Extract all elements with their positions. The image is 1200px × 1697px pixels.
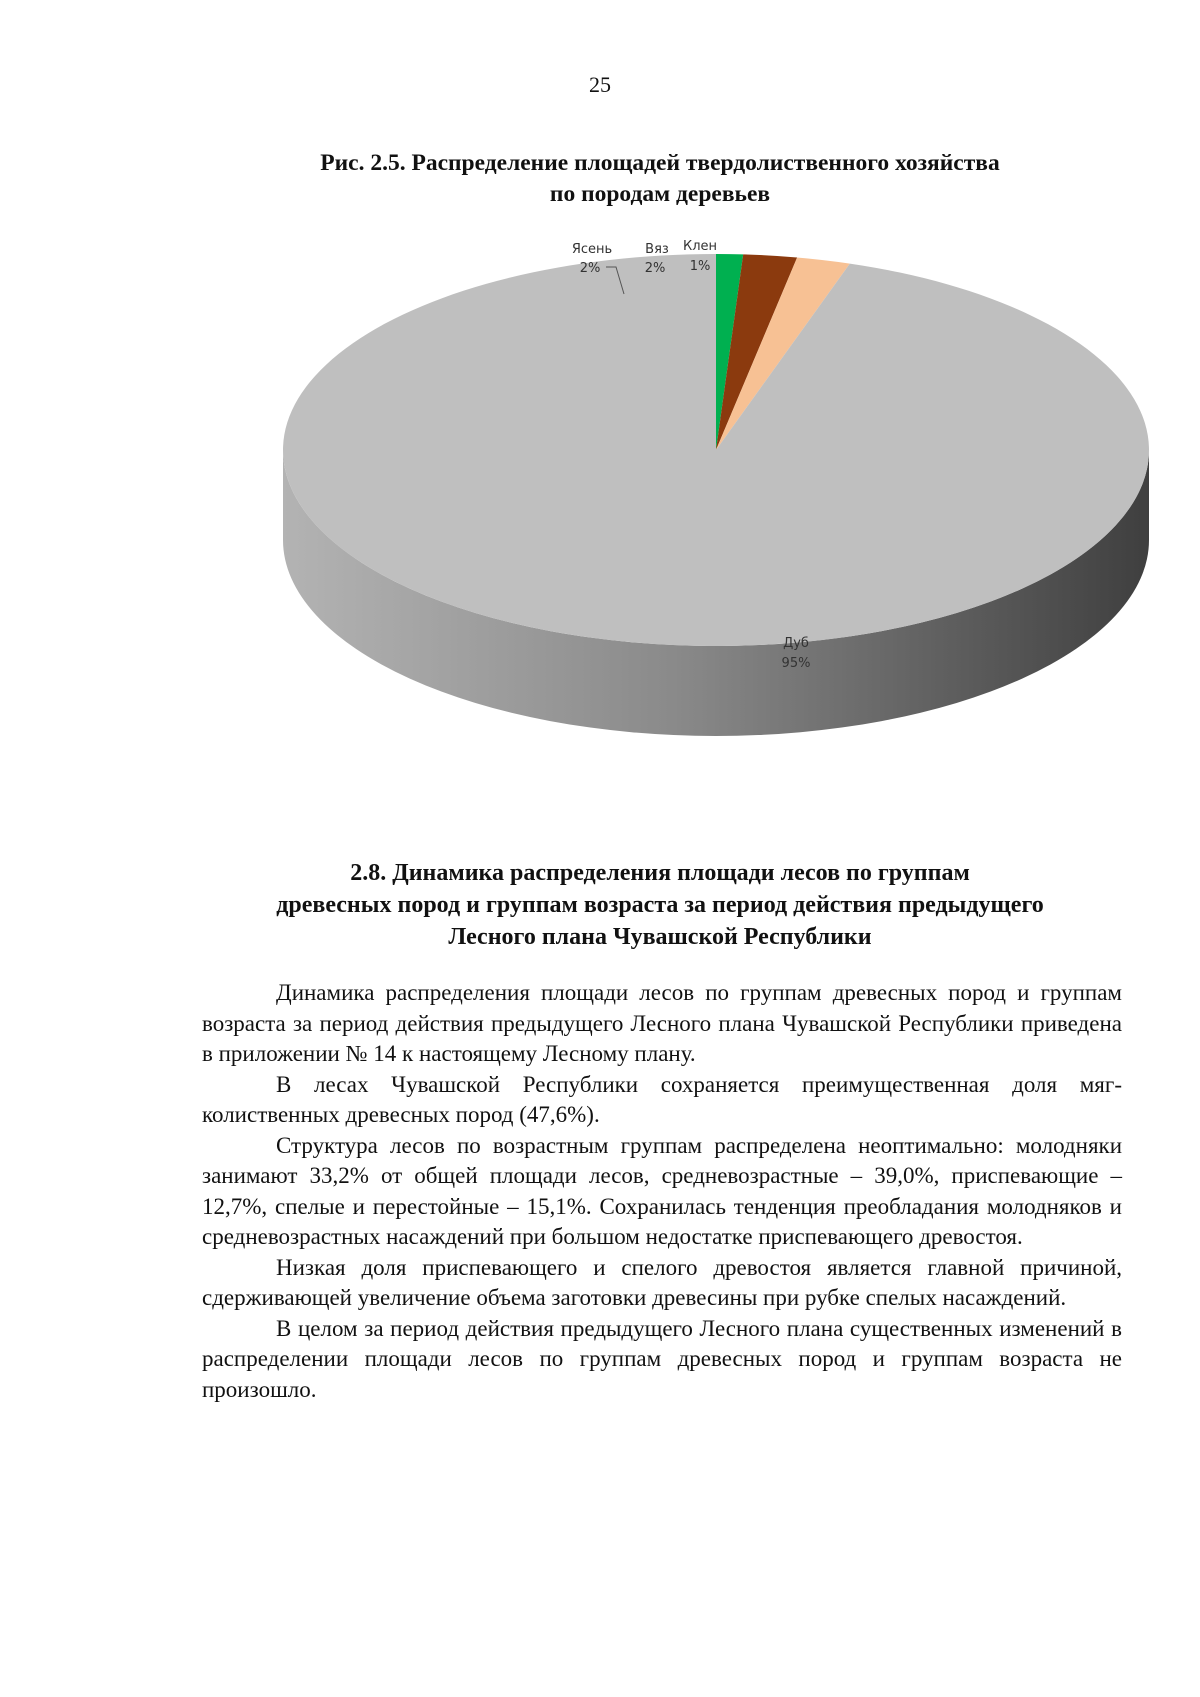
- paragraph: Динамика распределения площади лесов по группам древесных пород и группам возраста за период действия предыдущего Лесного плана Чувашской Республики приведена в приложении № 14 к настоящему Лесному плану.: [202, 980, 1122, 1066]
- label-yasen-value: 2%: [579, 261, 601, 276]
- label-dub-value: 95%: [781, 656, 811, 671]
- figure-title: [0, 148, 1200, 210]
- section-title: [0, 857, 1200, 953]
- label-yasen-name: Ясень: [571, 242, 613, 257]
- pie-slice: [283, 254, 1149, 646]
- pie-chart-svg: [0, 220, 1200, 820]
- section-title-line-2: древесных пород и группам возраста за период действия предыдущего: [276, 892, 1044, 918]
- figure-title-line-1: Рис. 2.5. Распределение площадей твердолиственного хозяйства: [320, 150, 1000, 176]
- label-vyaz-name: Вяз: [645, 242, 669, 257]
- paragraph: Низкая доля приспевающего и спелого древостоя является главной причиной, сдерживающей увеличение объема заготовки древесины при рубке спелых насаждений.: [202, 1254, 1122, 1310]
- paragraph: В целом за период действия предыдущего Лесного плана существенных изменений в распределении площади лесов по группам древесных пород и группам возраста не произошло.: [202, 1315, 1122, 1402]
- paragraph: В лесах Чувашской Республики сохраняется преимущественная доля мягколиственных древесных пород (47,6%).: [202, 1071, 1122, 1127]
- figure-title-line-2: по породам деревьев: [549, 181, 771, 207]
- label-dub-name: Дуб: [783, 636, 809, 651]
- section-title-line-1: 2.8. Динамика распределения площади лесов по группам: [350, 860, 970, 886]
- section-title-line-3: Лесного плана Чувашской Республики: [448, 924, 872, 950]
- label-klen-value: 1%: [689, 259, 711, 274]
- label-klen-name: Клен: [682, 239, 718, 254]
- paragraph: Структура лесов по возрастным группам распределена неоптимально: молодняки занимают 33,2% от общей площади лесов, средневозрастные – 39,0%, приспевающие – 12,7%, спелые и перестойные – 15,1%. Сохранилась тенденция преобладания молодняков и средневозрастных насаждений при большом недостатке приспевающего древостоя.: [202, 1132, 1122, 1249]
- label-vyaz-value: 2%: [644, 261, 666, 276]
- body-text: [202, 978, 1122, 1405]
- pie-chart: [0, 220, 1200, 820]
- page-number: 25: [589, 72, 611, 97]
